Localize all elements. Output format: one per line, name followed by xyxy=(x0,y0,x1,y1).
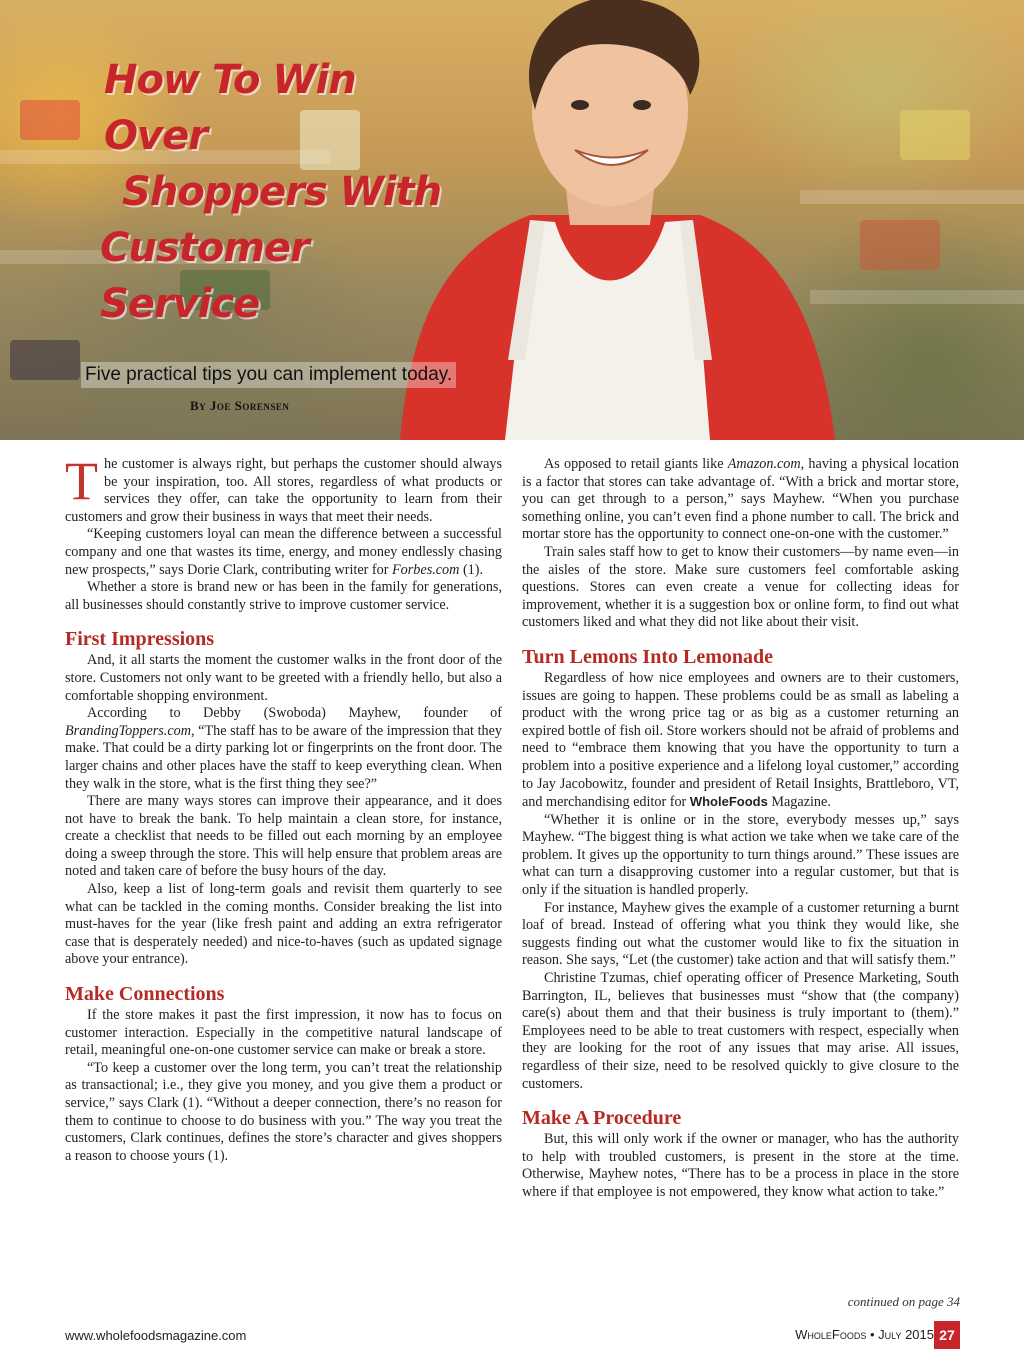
body-paragraph: Regardless of how nice employees and owners are to their customers, issues are going to happen. These problems could be as small as labeling a product with the wrong price tag or as big as a customer returning an expired bottle of fish oil. Store workers should not be afraid of problems and need to “embrace them knowing that you have the opportunity to turn a problem into a positive experience and a lifelong loyal customer,” according to Jay Jacobowitz, founder and president of Retail Insights, Brattleboro, VT, and merchandising editor for WholeFoods Magazine. xyxy=(522,669,959,811)
continued-note: continued on page 34 xyxy=(847,1294,960,1309)
article-headline xyxy=(100,52,460,332)
body-paragraph: “Whether it is online or in the store, everybody messes up,” says Mayhew. “The biggest thing is what action we take when we take care of the problem. It gives up the opportunity to turn things around.” These issues are what can turn a disapproving customer into a regular customer, but that is only if the situation is handled properly. xyxy=(522,811,959,899)
page-number: 27 xyxy=(934,1321,960,1349)
section-heading-first-impressions: First Impressions xyxy=(65,628,215,651)
footer-url: www.wholefoodsmagazine.com xyxy=(65,1328,247,1343)
body-paragraph: Whether a store is brand new or has been in the family for generations, all businesses should constantly strive to improve customer service. xyxy=(65,579,502,613)
product-decoration xyxy=(860,220,940,270)
body-paragraph: Train sales staff how to get to know their customers—by name even—in the aisles of the store. Make sure customers feel comfortable asking questions. Stores can even create a venue for collecting ideas for improvement, whether it is a suggestion box or online form, to find out what customers liked and what they did not like about their visit. xyxy=(522,543,959,631)
body-paragraph: Christine Tzumas, chief operating officer of Presence Marketing, South Barrington, IL, believes that businesses must “show that (the company) care(s) about them and that their business is truly important to (them).” Employees need to be able to treat customers with respect, especially when they are looking for the root of any issues that may arise. All issues, regardless of their size, need to be resolved quickly to give closure to the customers. xyxy=(522,970,959,1092)
body-paragraph: And, it all starts the moment the customer walks in the front door of the store. Customers not only want to be greeted with a friendly hello, but also a comfortable shopping environment. xyxy=(65,652,502,704)
section-heading-make-connections: Make Connections xyxy=(65,983,225,1006)
body-paragraph: The customer is always right, but perhaps the customer should always be your inspiration, too. All stores, regardless of what products or services they offer, can take the opportunity to learn from their customers and grow their business in ways that meet their needs. xyxy=(65,451,502,525)
section-heading-make-a-procedure: Make A Procedure xyxy=(522,1107,682,1130)
shelf-decoration xyxy=(810,290,1024,304)
body-paragraph: For instance, Mayhew gives the example of a customer returning a burnt loaf of bread. Instead of offering what you think they would like, she suggests finding out what the customer would like to fix the situation in reason. She says, “Let (the customer) take action and that will satisfy them.” xyxy=(522,899,959,969)
article-subtitle: Five practical tips you can implement today. xyxy=(81,362,456,388)
headline-line: How To Win Over xyxy=(104,57,356,159)
body-paragraph: “To keep a customer over the long term, you can’t treat the relationship as transactional; i.e., they give you money, and you give them a product or service,” says Clark (1). “Without a deeper connection, there’s no reason for them to continue to choose to do business with you.” The way you treat the customers, Clark continues, defines the store’s character and gives shoppers a reason to choose yours (1). xyxy=(65,1059,502,1164)
article-byline: By Joe Sorensen xyxy=(190,398,290,413)
body-paragraph: As opposed to retail giants like Amazon.com, having a physical location is a factor that stores can take advantage of. “With a brick and mortar store, you can get through to a person,” says Mayhew. “When you purchase something online, you can’t even find a phone number to call. The brick and mortar store has the opportunity to connect one-on-one with the customer.” xyxy=(522,456,959,543)
headline-line: Shoppers With xyxy=(122,169,442,215)
left-column xyxy=(65,451,502,1165)
product-decoration xyxy=(900,110,970,160)
drop-cap: T xyxy=(65,451,98,511)
body-paragraph: Also, keep a list of long-term goals and revisit them quarterly to see what can be tackled in the coming months. Consider breaking the list into must-haves for the year (like fresh paint and adding an extra refrigerator case that is desperately needed) and nice-to-haves (such as updated signage above your entrance). xyxy=(65,881,502,968)
footer-magazine-date: WholeFoods • July 2015 xyxy=(795,1327,934,1342)
body-paragraph: If the store makes it past the first impression, it now has to focus on customer interaction. Especially in the competitive natural landscape of retail, meaningful one-on-one customer service can make or break a store. xyxy=(65,1007,502,1059)
body-paragraph: “Keeping customers loyal can mean the difference between a successful company and one that wastes its time, energy, and money endlessly chasing new prospects,” says Dorie Clark, contributing writer for Forbes.com (1). xyxy=(65,526,502,578)
section-heading-turn-lemons: Turn Lemons Into Lemonade xyxy=(522,645,773,668)
body-paragraph: But, this will only work if the owner or manager, who has the authority to help with troubled customers, is present in the store at the time. Otherwise, Mayhew notes, “There has to be a process in place in the store where if that employee is not empowered, they know what action to take.” xyxy=(522,1131,959,1200)
body-paragraph: There are many ways stores can improve their appearance, and it does not have to break the bank. To help maintain a clean store, for instance, create a checklist that needs to be filled out each morning by an employee doing a sweep through the store. This will help ensure that problem areas are noted and taken care of before the busy hours of the day. xyxy=(65,793,502,880)
body-paragraph: According to Debby (Swoboda) Mayhew, founder of BrandingToppers.com, “The staff has to be aware of the impression that they make. That could be a dirty parking lot or fingerprints on the front door. The larger chains and other places have the staff to keep everything clean. When they walk in the store, what is the first thing they see?” xyxy=(65,705,502,792)
hero-photo xyxy=(0,0,1024,440)
headline-line: Customer Service xyxy=(100,225,309,327)
product-decoration xyxy=(20,100,80,140)
product-decoration xyxy=(10,340,80,380)
right-column xyxy=(522,456,959,1202)
